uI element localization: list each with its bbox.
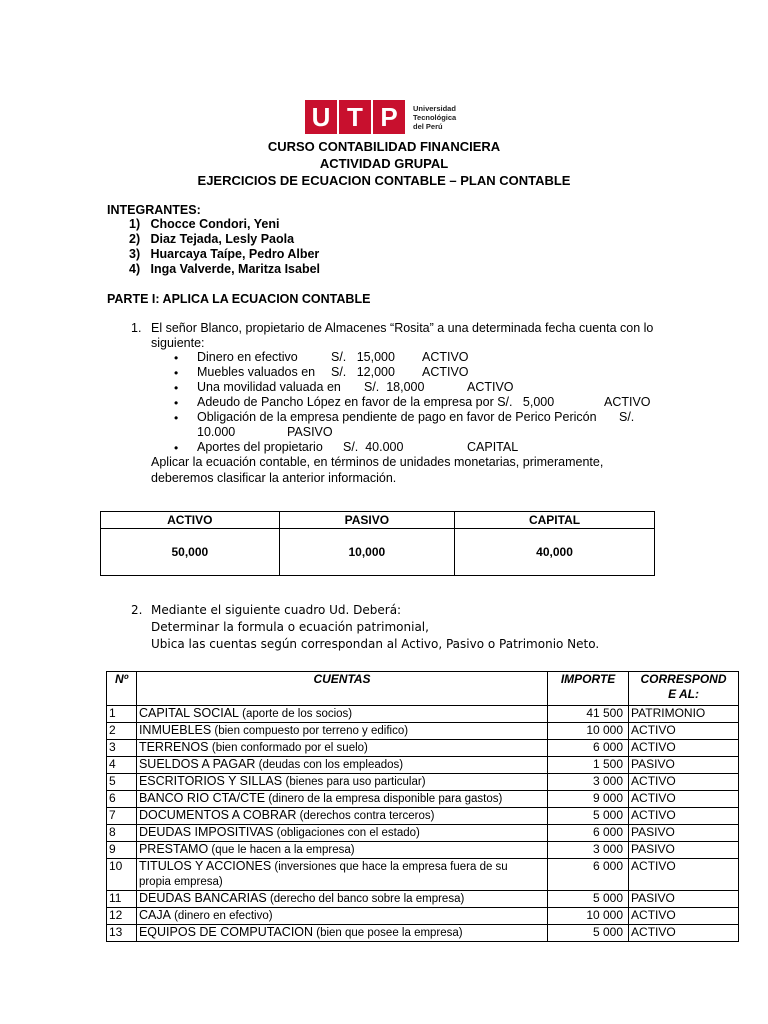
row-amount: 6 000: [548, 740, 629, 757]
bullet-icon: •: [174, 351, 179, 365]
activity-title: ACTIVIDAD GRUPAL: [319, 156, 449, 171]
value-activo: 50,000: [101, 529, 280, 576]
account-name: INMUEBLES: [138, 723, 212, 737]
row-classification: ACTIVO: [629, 740, 739, 757]
row-account: [136, 842, 547, 859]
item-5-amount: S/.: [619, 410, 635, 424]
account-description: (deudas con los empleados): [255, 759, 404, 771]
row-account: [136, 706, 547, 723]
member-3: 3) Huarcaya Taípe, Pedro Alber: [129, 247, 320, 261]
item-5-text: Obligación de la empresa pendiente de pago en favor de Perico Pericón: [197, 410, 597, 424]
account-description: (bienes para uso particular): [285, 776, 426, 788]
row-classification: ACTIVO: [629, 808, 739, 825]
account-name: SUELDOS A PAGAR: [138, 757, 256, 771]
row-number: 13: [107, 925, 137, 942]
q1-line1: El señor Blanco, propietario de Almacenes “Rosita” a una determinada fecha cuenta con lo: [151, 321, 654, 335]
row-classification: PATRIMONIO: [629, 706, 739, 723]
row-number: 6: [107, 791, 137, 808]
item-2-amount: S/. 12,000: [331, 365, 395, 379]
table-row: [107, 757, 739, 774]
account-description: (que le hacen a la empresa): [208, 844, 355, 856]
account-name: PRESTAMO: [138, 842, 209, 856]
row-number: 8: [107, 825, 137, 842]
item-4-type: ACTIVO: [604, 395, 651, 409]
apply-line1: Aplicar la ecuación contable, en términos de unidades monetarias, primeramente,: [151, 455, 604, 469]
row-number: 4: [107, 757, 137, 774]
account-name: TERRENOS: [138, 740, 212, 754]
row-classification: ACTIVO: [629, 723, 739, 740]
table-row: [107, 859, 739, 891]
row-amount: 3 000: [548, 774, 629, 791]
logo-university-name: Universidad Tecnológica del Perú: [413, 103, 457, 131]
member-1: 1) Chocce Condori, Yeni: [129, 217, 280, 231]
row-amount: 1 500: [548, 757, 629, 774]
q2-line3: Ubica las cuentas según correspondan al Activo, Pasivo o Patrimonio Neto.: [151, 637, 600, 651]
item-6-amount: S/. 40.000: [343, 440, 404, 454]
account-description: (bien que posee la empresa): [313, 927, 463, 939]
row-account: [136, 925, 547, 942]
row-classification: PASIVO: [629, 825, 739, 842]
q1-line2: siguiente:: [151, 336, 205, 350]
row-account: [136, 723, 547, 740]
item-5-type: PASIVO: [287, 425, 333, 439]
row-number: 1: [107, 706, 137, 723]
row-number: 9: [107, 842, 137, 859]
table-row: [107, 891, 739, 908]
account-name: TITULOS Y ACCIONES: [138, 859, 272, 873]
row-amount: 5 000: [548, 891, 629, 908]
header-capital: CAPITAL: [455, 512, 655, 529]
account-description: (bien conformado por el suelo): [211, 742, 368, 754]
row-amount: 6 000: [548, 825, 629, 842]
item-1-type: ACTIVO: [422, 350, 469, 364]
table-row: [107, 825, 739, 842]
account-name: CAPITAL SOCIAL: [138, 706, 239, 720]
row-classification: ACTIVO: [629, 908, 739, 925]
row-account: [136, 757, 547, 774]
row-classification: ACTIVO: [629, 925, 739, 942]
item-6-text: Aportes del propietario: [197, 440, 323, 454]
logo-letter-p: P: [373, 100, 405, 134]
row-account: [136, 740, 547, 757]
row-account: [136, 908, 547, 925]
equation-table: [100, 511, 655, 576]
row-account: [136, 774, 547, 791]
row-number: 7: [107, 808, 137, 825]
table-row: [107, 808, 739, 825]
row-account: [136, 808, 547, 825]
item-2-text: Muebles valuados en: [197, 365, 316, 379]
row-number: 11: [107, 891, 137, 908]
exercise-title: EJERCICIOS DE ECUACION CONTABLE – PLAN CONTABLE: [197, 173, 571, 188]
value-capital: 40,000: [455, 529, 655, 576]
row-classification: PASIVO: [629, 842, 739, 859]
member-4: 4) Inga Valverde, Maritza Isabel: [129, 262, 321, 276]
row-amount: 41 500: [548, 706, 629, 723]
bullet-icon: •: [174, 366, 179, 380]
row-amount: 5 000: [548, 808, 629, 825]
q1-number: 1.: [131, 321, 142, 335]
header-cuentas: CUENTAS: [136, 672, 547, 706]
row-account: [136, 791, 547, 808]
header-activo: ACTIVO: [101, 512, 280, 529]
item-4-text: Adeudo de Pancho López en favor de la empresa por S/. 5,000: [197, 395, 555, 409]
logo-letter-t: T: [339, 100, 371, 134]
account-description: (aporte de los socios): [238, 708, 353, 720]
account-description: (obligaciones con el estado): [273, 827, 420, 839]
bullet-icon: •: [174, 381, 179, 395]
row-classification: ACTIVO: [629, 791, 739, 808]
item-1-text: Dinero en efectivo: [197, 350, 298, 364]
account-name: ESCRITORIOS Y SILLAS: [138, 774, 286, 788]
header-number: Nº: [107, 672, 137, 706]
row-number: 5: [107, 774, 137, 791]
bullet-icon: •: [174, 396, 179, 410]
row-account: [136, 825, 547, 842]
table-row: [107, 723, 739, 740]
table-row: [107, 706, 739, 723]
header-pasivo: PASIVO: [279, 512, 454, 529]
row-amount: 10 000: [548, 723, 629, 740]
account-name: DEUDAS BANCARIAS: [138, 891, 267, 905]
row-amount: 9 000: [548, 791, 629, 808]
utp-logo: [305, 100, 456, 134]
header-importe: IMPORTE: [548, 672, 629, 706]
account-name: BANCO RIO CTA/CTE: [138, 791, 266, 805]
row-classification: PASIVO: [629, 757, 739, 774]
course-title: CURSO CONTABILIDAD FINANCIERA: [267, 139, 501, 154]
q2-line1: Mediante el siguiente cuadro Ud. Deberá:: [151, 603, 402, 617]
integrantes-label: INTEGRANTES:: [107, 203, 201, 217]
row-number: 2: [107, 723, 137, 740]
table-row: [107, 791, 739, 808]
header-corresponde: CORRESPOND E AL:: [629, 672, 739, 706]
parte1-title: PARTE I: APLICA LA ECUACION CONTABLE: [107, 292, 371, 306]
table-row: [107, 908, 739, 925]
table-row: [107, 842, 739, 859]
row-amount: 3 000: [548, 842, 629, 859]
bullet-icon: •: [174, 411, 179, 425]
account-name: DEUDAS IMPOSITIVAS: [138, 825, 274, 839]
item-3-type: ACTIVO: [467, 380, 514, 394]
row-number: 3: [107, 740, 137, 757]
accounts-table: [106, 671, 739, 942]
row-number: 12: [107, 908, 137, 925]
account-description: (bien compuesto por terreno y edifico): [211, 725, 409, 737]
table-row: [107, 740, 739, 757]
item-2-type: ACTIVO: [422, 365, 469, 379]
item-3-text: Una movilidad valuada en: [197, 380, 341, 394]
row-classification: ACTIVO: [629, 774, 739, 791]
q2-number: 2.: [131, 603, 143, 617]
table-row: [107, 774, 739, 791]
item-1-amount: S/. 15,000: [331, 350, 395, 364]
account-name: CAJA: [138, 908, 171, 922]
row-amount: 5 000: [548, 925, 629, 942]
row-account: [136, 891, 547, 908]
row-account: [136, 859, 547, 891]
row-amount: 6 000: [548, 859, 629, 891]
account-name: EQUIPOS DE COMPUTACION: [138, 925, 314, 939]
item-5-amount-cont: 10.000: [197, 425, 236, 439]
row-number: 10: [107, 859, 137, 891]
account-description: (derechos contra terceros): [296, 810, 435, 822]
item-6-type: CAPITAL: [467, 440, 519, 454]
logo-letter-u: U: [305, 100, 337, 134]
member-2: 2) Diaz Tejada, Lesly Paola: [129, 232, 295, 246]
apply-line2: deberemos clasificar la anterior información.: [151, 471, 397, 485]
row-amount: 10 000: [548, 908, 629, 925]
row-classification: ACTIVO: [629, 859, 739, 891]
row-classification: PASIVO: [629, 891, 739, 908]
value-pasivo: 10,000: [279, 529, 454, 576]
table-row: [107, 925, 739, 942]
account-description: (dinero de la empresa disponible para gastos): [265, 793, 503, 805]
account-description: (dinero en efectivo): [170, 910, 273, 922]
bullet-icon: •: [174, 441, 179, 455]
account-description: (derecho del banco sobre la empresa): [266, 893, 465, 905]
account-name: DOCUMENTOS A COBRAR: [138, 808, 297, 822]
account-description-cont: propia empresa): [138, 876, 223, 888]
q2-line2: Determinar la formula o ecuación patrimonial,: [151, 620, 429, 634]
item-3-amount: S/. 18,000: [364, 380, 425, 394]
account-description: (inversiones que hace la empresa fuera de su: [271, 861, 508, 873]
